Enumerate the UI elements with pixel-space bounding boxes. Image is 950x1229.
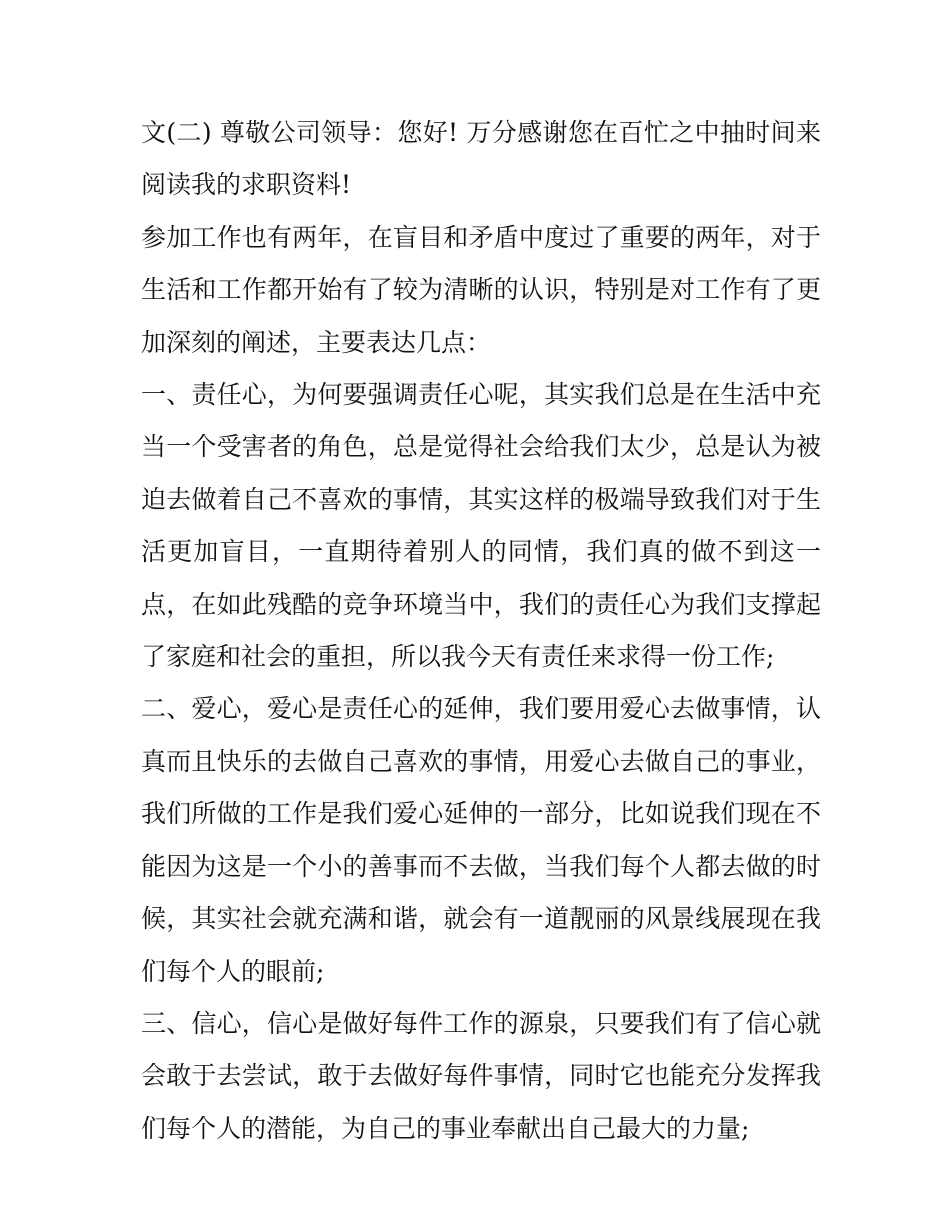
paragraph-responsibility: 一、责任心，为何要强调责任心呢，其实我们总是在生活中充当一个受害者的角色，总是觉得社会给我们太少，总是认为被迫去做着自己不喜欢的事情，其实这样的极端导致我们对于生活更加盲目，一直期待着别人的同情，我们真的做不到这一点，在如此残酷的竞争环境当中，我们的责任心为我们支撑起了家庭和社会的重担，所以我今天有责任来求得一份工作; — [141, 380, 821, 672]
document-body — [141, 107, 821, 1155]
paragraph-intro: 参加工作也有两年，在盲目和矛盾中度过了重要的两年，对于生活和工作都开始有了较为清晰的认识，特别是对工作有了更加深刻的阐述，主要表达几点： — [141, 222, 821, 357]
paragraph-greeting: 文(二) 尊敬公司领导：您好! 万分感谢您在百忙之中抽时间来阅读我的求职资料! — [141, 118, 821, 200]
paragraph-love: 二、爱心，爱心是责任心的延伸，我们要用爱心去做事情，认真而且快乐的去做自己喜欢的事情，用爱心去做自己的事业，我们所做的工作是我们爱心延伸的一部分，比如说我们现在不能因为这是一个小的善事而不去做，当我们每个人都去做的时候，其实社会就充满和谐，就会有一道靓丽的风景线展现在我们每个人的眼前; — [141, 694, 821, 986]
paragraph-confidence: 三、信心，信心是做好每件工作的源泉，只要我们有了信心就会敢于去尝试，敢于去做好每件事情，同时它也能充分发挥我们每个人的潜能，为自己的事业奉献出自己最大的力量; — [141, 1008, 821, 1143]
